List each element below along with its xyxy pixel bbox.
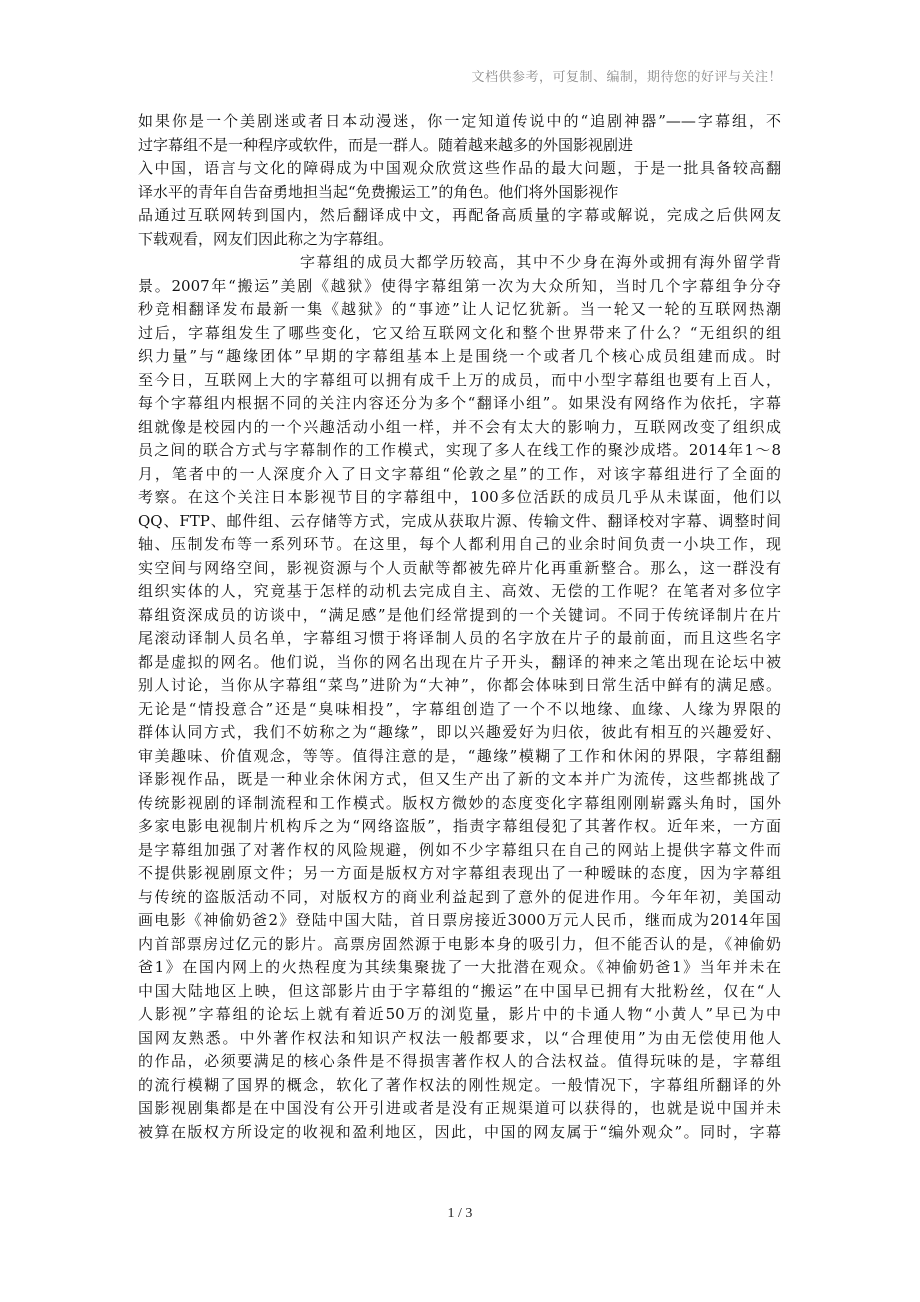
text-line: 入中国，语言与文化的障碍成为中国观众欣赏这些作品的最大问题，于是一批具备较高翻 xyxy=(138,159,781,177)
text-line: 字幕组的成员大都学历较高，其中不少身在海外或拥有海外留学背 xyxy=(300,253,781,271)
text-line: 至今日，互联网上大的字幕组可以拥有成千上万的成员，而中小型字幕组也要有上百人， xyxy=(138,370,781,389)
text-line: 月，笔者中的一人深度介入了日文字幕组“伦敦之星”的工作，对该字幕组进行了全面的 xyxy=(138,464,781,483)
text-line: 的作品，必须要满足的核心条件是不得损害著作权人的合法权益。值得玩味的是，字幕组 xyxy=(138,1052,781,1070)
text-line: 幕组资深成员的访谈中，“满足感”是他们经常提到的一个关键词。不同于传统译制片在片 xyxy=(138,605,781,624)
text-line: 中国大陆地区上映，但这部影片由于字幕组的“搬运”在中国早已拥有大批粉丝，仅在“人 xyxy=(138,981,781,1000)
text-line: 传统影视剧的译制流程和工作模式。版权方微妙的态度变化字幕组刚刚崭露头角时，国外 xyxy=(138,793,781,812)
text-line: 审美趣味、价值观念，等等。值得注意的是，“趣缘”模糊了工作和休闲的界限，字幕组翻 xyxy=(138,746,781,765)
page-number: 1 / 3 xyxy=(447,1206,473,1221)
text-line: 过后，字幕组发生了哪些变化，它又给互联网文化和整个世界带来了什么？“无组织的组 xyxy=(138,323,781,342)
text-line: 译影视作品，既是一种业余休闲方式，但又生产出了新的文本并广为流传，这些都挑战了 xyxy=(138,770,781,788)
text-line: 内首部票房过亿元的影片。高票房固然源于电影本身的吸引力，但不能否认的是，《神偷奶 xyxy=(138,934,781,953)
text-line: 每个字幕组内根据不同的关注内容还分为多个“翻译小组”。如果没有网络作为依托，字幕 xyxy=(138,394,781,412)
text-line: 下载观看，网友们因此称之为字幕组。 xyxy=(138,229,394,248)
text-line: 不提供影视剧原文件；另一方面是版权方对字幕组表现出了一种暧昧的态度，因为字幕组 xyxy=(138,864,781,882)
text-line: 组织实体的人，究竟基于怎样的动机去完成自主、高效、无偿的工作呢？在笔者对多位字 xyxy=(138,582,781,600)
text-line: 与传统的盗版活动不同，对版权方的商业利益起到了意外的促进作用。今年年初，美国动 xyxy=(138,887,781,906)
text-line: 品通过互联网转到国内，然后翻译成中文，再配备高质量的字幕或解说，完成之后供网友 xyxy=(138,206,781,224)
text-line: 国网友熟悉。中外著作权法和知识产权法一般都要求，以“合理使用”为由无偿使用他人 xyxy=(138,1028,781,1047)
text-line: 过字幕组不是一种程序或软件，而是一群人。随着越来越多的外国影视剧进 xyxy=(138,135,634,154)
text-line: 考察。在这个关注日本影视节目的字幕组中，100多位活跃的成员几乎从未谋面，他们以 xyxy=(138,488,781,506)
text-line: 被算在版权方所设定的收视和盈利地区，因此，中国的网友属于“编外观众”。同时，字幕 xyxy=(138,1122,781,1141)
body-text xyxy=(138,110,781,1144)
text-line: 员之间的联合方式与字幕制作的工作模式，实现了多人在线工作的聚沙成塔。2014年1～8 xyxy=(138,441,781,459)
text-line: 组就像是校园内的一个兴趣活动小组一样，并不会有太大的影响力，互联网改变了组织成 xyxy=(138,417,781,436)
text-line: 如果你是一个美剧迷或者日本动漫迷，你一定知道传说中的“追剧神器”——字幕组，不 xyxy=(138,112,781,130)
text-line: 人影视”字幕组的论坛上就有着近50万的浏览量，影片中的卡通人物“小黄人”早已为中 xyxy=(138,1005,781,1023)
text-line: 的流行模糊了国界的概念，软化了著作权法的刚性规定。一般情况下，字幕组所翻译的外 xyxy=(138,1075,781,1094)
text-line: 尾滚动译制人员名单，字幕组习惯于将译制人员的名字放在片子的最前面，而且这些名字 xyxy=(138,629,781,647)
text-line: 秒竞相翻译发布最新一集《越狱》的“事迹”让人记忆犹新。当一轮又一轮的互联网热潮 xyxy=(138,300,781,318)
text-line: 多家电影电视制片机构斥之为“网络盗版”，指责字幕组侵犯了其著作权。近年来，一方面 xyxy=(138,817,781,835)
text-line: 别人讨论，当你从字幕组“菜鸟”进阶为“大神”，你都会体味到日常生活中鲜有的满足感。 xyxy=(138,676,781,694)
text-line: 景。2007年“搬运”美剧《越狱》使得字幕组第一次为大众所知，当时几个字幕组争分夺 xyxy=(138,276,781,295)
text-line: 画电影《神偷奶爸2》登陆中国大陆，首日票房接近3000万元人民币，继而成为2014年国 xyxy=(138,911,781,929)
text-line: QQ、FTP、邮件组、云存储等方式，完成从获取片源、传输文件、翻译校对字幕、调整时间 xyxy=(138,511,781,530)
text-line: 是字幕组加强了对著作权的风险规避，例如不少字幕组只在自己的网站上提供字幕文件而 xyxy=(138,840,781,859)
text-line: 织力量”与“趣缘团体”早期的字幕组基本上是围绕一个或者几个核心成员组建而成。时 xyxy=(138,347,781,365)
text-line: 群体认同方式，我们不妨称之为“趣缘”，即以兴趣爱好为归依，彼此有相互的兴趣爱好、 xyxy=(138,723,781,741)
text-line: 爸1》在国内网上的火热程度为其续集聚拢了一大批潜在观众。《神偷奶爸1》当年并未在 xyxy=(138,958,781,976)
text-line: 无论是“情投意合”还是“臭味相投”，字幕组创造了一个不以地缘、血缘、人缘为界限的 xyxy=(138,699,781,718)
text-line: 实空间与网络空间，影视资源与个人贡献等都被先碎片化再重新整合。那么，这一群没有 xyxy=(138,558,781,577)
text-line: 国影视剧集都是在中国没有公开引进或者是没有正规渠道可以获得的，也就是说中国并未 xyxy=(138,1099,781,1117)
text-line: 都是虚拟的网名。他们说，当你的网名出现在片子开头，翻译的神来之笔出现在论坛中被 xyxy=(138,652,781,671)
text-line: 轴、压制发布等一系列环节。在这里，每个人都利用自己的业余时间负责一小块工作，现 xyxy=(138,535,781,553)
header-note: 文档供参考，可复制、编制，期待您的好评与关注！ xyxy=(471,70,782,85)
text-line: 译水平的青年自告奋勇地担当起“免费搬运工”的角色。他们将外国影视作 xyxy=(138,182,619,201)
